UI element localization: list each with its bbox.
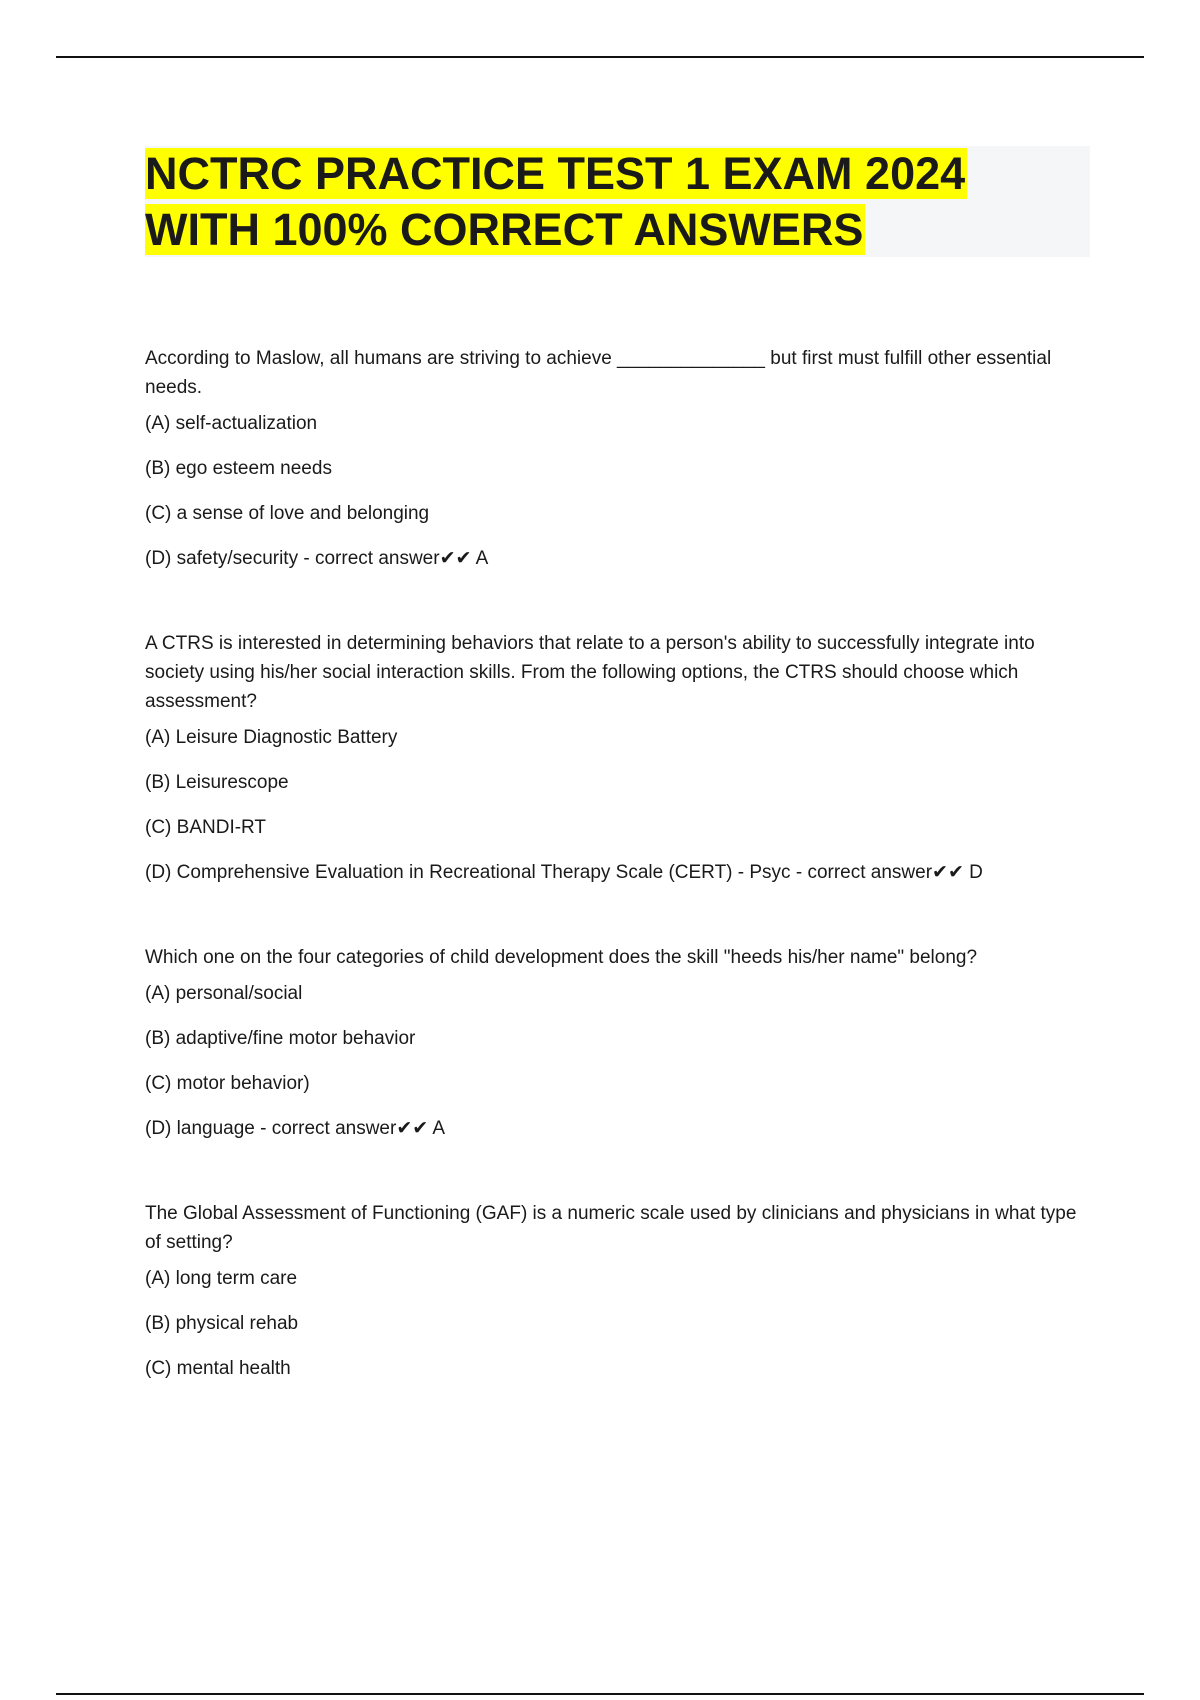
option-a: (A) self-actualization [145,413,318,434]
title-block [145,146,1090,257]
option-b: (B) ego esteem needs [145,458,332,479]
question-list [145,344,1085,1439]
question-text: A CTRS is interested in determining behaviors that relate to a person's ability to successfully integrate into society using his/her social interaction skills. From the following options, the CTRS should choose which assessment? [145,633,1035,712]
question-2 [145,629,1085,885]
option-a: (A) personal/social [145,983,303,1004]
question-3 [145,943,1085,1141]
option-d: (D) language - correct answer✔✔ A [145,1118,446,1139]
option-b: (B) adaptive/fine motor behavior [145,1028,416,1049]
option-d: (D) safety/security - correct answer✔✔ A [145,548,489,569]
option-d: (D) Comprehensive Evaluation in Recreational Therapy Scale (CERT) - Psyc - correct answer✔✔ D [145,862,983,883]
option-b: (B) Leisurescope [145,772,289,793]
option-c: (C) BANDI-RT [145,817,267,838]
title-line-1: NCTRC PRACTICE TEST 1 EXAM 2024 [145,148,966,199]
option-a: (A) Leisure Diagnostic Battery [145,727,398,748]
question-text: According to Maslow, all humans are striving to achieve ______________ but first must fulfill other essential needs. [145,348,1052,398]
question-text: Which one on the four categories of child development does the skill "heeds his/her name" belong? [145,947,978,968]
question-4 [145,1199,1085,1381]
document-title [145,146,1090,258]
option-a: (A) long term care [145,1268,298,1289]
option-c: (C) a sense of love and belonging [145,503,430,524]
title-line-2: WITH 100% CORRECT ANSWERS [145,204,864,255]
option-c: (C) motor behavior) [145,1073,310,1094]
question-text: The Global Assessment of Functioning (GAF) is a numeric scale used by clinicians and physicians in what type of setting? [145,1203,1077,1253]
question-1 [145,344,1085,571]
option-c: (C) mental health [145,1358,291,1379]
bottom-rule [56,1693,1144,1695]
top-rule [56,56,1144,58]
option-b: (B) physical rehab [145,1313,299,1334]
